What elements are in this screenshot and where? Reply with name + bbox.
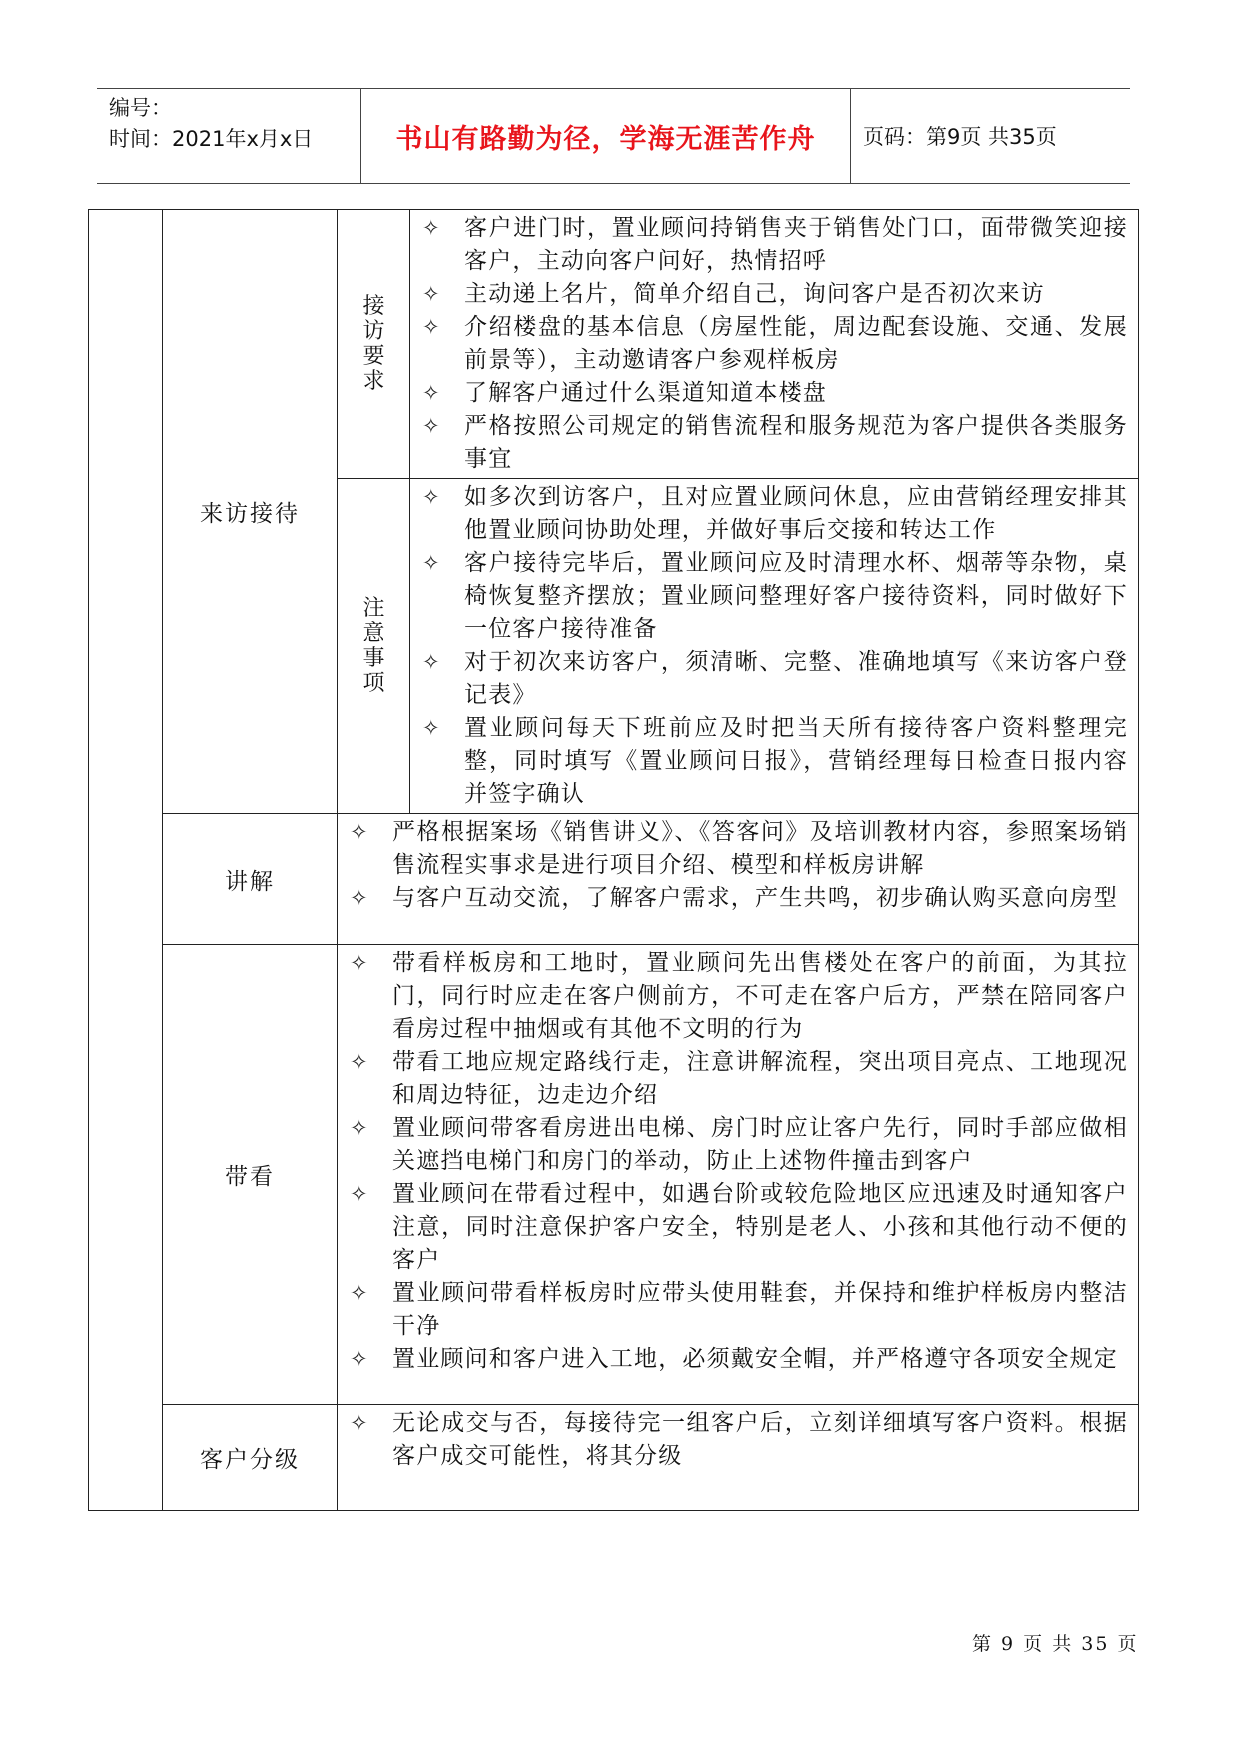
list-item (344, 947, 1128, 1046)
list-item-text: 置业顾问和客户进入工地，必须戴安全帽，并严格遵守各项安全规定 (392, 1346, 1118, 1372)
header-meta (97, 89, 361, 183)
list-item-text: 客户接待完毕后，置业顾问应及时清理水杯、烟蒂等杂物，桌椅恢复整齐摆放；置业顾问整理好客户接待资料，同时做好下一位客户接待准备 (464, 550, 1128, 642)
list-item-text: 带看工地应规定路线行走，注意讲解流程，突出项目亮点、工地现况和周边特征，边走边介绍 (392, 1049, 1128, 1108)
list-item-text: 带看样板房和工地时，置业顾问先出售楼处在客户的前面，为其拉门，同行时应走在客户侧前方，不可走在客户后方，严禁在陪同客户看房过程中抽烟或有其他不文明的行为 (392, 950, 1128, 1042)
list-item-text: 介绍楼盘的基本信息（房屋性能，周边配套设施、交通、发展前景等），主动邀请客户参观样板房 (464, 314, 1128, 373)
diamond-bullet-icon: ✧ (422, 315, 441, 339)
list-item (416, 311, 1128, 377)
table-row (89, 210, 1139, 479)
explain-content (338, 814, 1139, 945)
diamond-bullet-icon: ✧ (422, 216, 441, 240)
list-item-text: 置业顾问带客看房进出电梯、房门时应让客户先行，同时手部应做相关遮挡电梯门和房门的举动，防止上述物件撞击到客户 (392, 1115, 1128, 1174)
list-item (416, 278, 1128, 311)
diamond-bullet-icon: ✧ (350, 1347, 369, 1371)
bullet-list (338, 1405, 1138, 1475)
sublabel-requirements: 接 访 要 求 (338, 210, 410, 479)
diamond-bullet-icon: ✧ (350, 1116, 369, 1140)
diamond-bullet-icon: ✧ (422, 414, 441, 438)
list-item-text: 置业顾问带看样板房时应带头使用鞋套，并保持和维护样板房内整洁干净 (392, 1280, 1128, 1339)
list-item-text: 严格根据案场《销售讲义》、《答客问》及培训教材内容，参照案场销售流程实事求是进行项目介绍、模型和样板房讲解 (392, 819, 1128, 878)
list-item-text: 置业顾问在带看过程中，如遇台阶或较危险地区应迅速及时通知客户注意，同时注意保护客户安全，特别是老人、小孩和其他行动不便的客户 (392, 1181, 1128, 1273)
list-item (416, 712, 1128, 811)
diamond-bullet-icon: ✧ (422, 716, 441, 740)
diamond-bullet-icon: ✧ (350, 951, 369, 975)
diamond-bullet-icon: ✧ (350, 886, 369, 910)
list-item-text: 置业顾问每天下班前应及时把当天所有接待客户资料整理完整，同时填写《置业顾问日报》，营销经理每日检查日报内容并签字确认 (464, 715, 1128, 807)
page-header (97, 88, 1130, 184)
diamond-bullet-icon: ✧ (422, 650, 441, 674)
list-item (344, 1407, 1128, 1473)
section-label-grading: 客户分级 (163, 1405, 338, 1511)
list-item-text: 如多次到访客户，且对应置业顾问休息，应由营销经理安排其他置业顾问协助处理，并做好事后交接和转达工作 (464, 484, 1128, 543)
section-label-tour: 带看 (163, 945, 338, 1405)
list-item (344, 882, 1128, 915)
document-time-label: 时间：2021年x月x日 (109, 127, 314, 151)
bullet-list (338, 814, 1138, 917)
diamond-bullet-icon: ✧ (350, 820, 369, 844)
procedure-table (88, 209, 1139, 1511)
table-row (89, 1405, 1139, 1511)
section-label-explain: 讲解 (163, 814, 338, 945)
list-item-text: 主动递上名片，简单介绍自己，询问客户是否初次来访 (464, 281, 1045, 307)
list-item-text: 与客户互动交流，了解客户需求，产生共鸣，初步确认购买意向房型 (392, 885, 1118, 911)
grading-content (338, 1405, 1139, 1511)
sublabel-notes: 注 意 事 项 (338, 479, 410, 814)
section-label-reception: 来访接待 (163, 210, 338, 814)
requirements-content (410, 210, 1139, 479)
list-item-text: 对于初次来访客户，须清晰、完整、准确地填写《来访客户登记表》 (464, 649, 1128, 708)
list-item-text: 无论成交与否，每接待完一组客户后，立刻详细填写客户资料。根据客户成交可能性，将其分级 (392, 1410, 1128, 1469)
list-item (344, 1112, 1128, 1178)
list-item (344, 816, 1128, 882)
diamond-bullet-icon: ✧ (422, 282, 441, 306)
page-footer: 第 9 页 共 35 页 (972, 1633, 1139, 1655)
list-item (416, 547, 1128, 646)
diamond-bullet-icon: ✧ (350, 1182, 369, 1206)
diamond-bullet-icon: ✧ (422, 551, 441, 575)
bullet-list (338, 945, 1138, 1378)
bullet-list (410, 210, 1138, 478)
list-item (344, 1178, 1128, 1277)
table-row (89, 814, 1139, 945)
list-item (416, 481, 1128, 547)
list-item-text: 客户进门时，置业顾问持销售夹于销售处门口，面带微笑迎接客户，主动向客户问好，热情招呼 (464, 215, 1128, 274)
list-item-text: 严格按照公司规定的销售流程和服务规范为客户提供各类服务事宜 (464, 413, 1128, 472)
diamond-bullet-icon: ✧ (350, 1050, 369, 1074)
list-item (416, 410, 1128, 476)
tour-content (338, 945, 1139, 1405)
header-motto: 书山有路勤为径，学海无涯苦作舟 (361, 89, 851, 183)
list-item (416, 646, 1128, 712)
table-row (89, 945, 1139, 1405)
list-item (416, 212, 1128, 278)
diamond-bullet-icon: ✧ (422, 485, 441, 509)
bullet-list (410, 479, 1138, 813)
diamond-bullet-icon: ✧ (422, 381, 441, 405)
notes-content (410, 479, 1139, 814)
list-item (344, 1046, 1128, 1112)
list-item (344, 1277, 1128, 1343)
list-item-text: 了解客户通过什么渠道知道本楼盘 (464, 380, 827, 406)
blank-left-column (89, 210, 163, 1511)
diamond-bullet-icon: ✧ (350, 1411, 369, 1435)
list-item (416, 377, 1128, 410)
header-page-info: 页码：第9页 共35页 (863, 125, 1057, 149)
document-number-label: 编号： (109, 96, 172, 120)
list-item (344, 1343, 1128, 1376)
diamond-bullet-icon: ✧ (350, 1281, 369, 1305)
